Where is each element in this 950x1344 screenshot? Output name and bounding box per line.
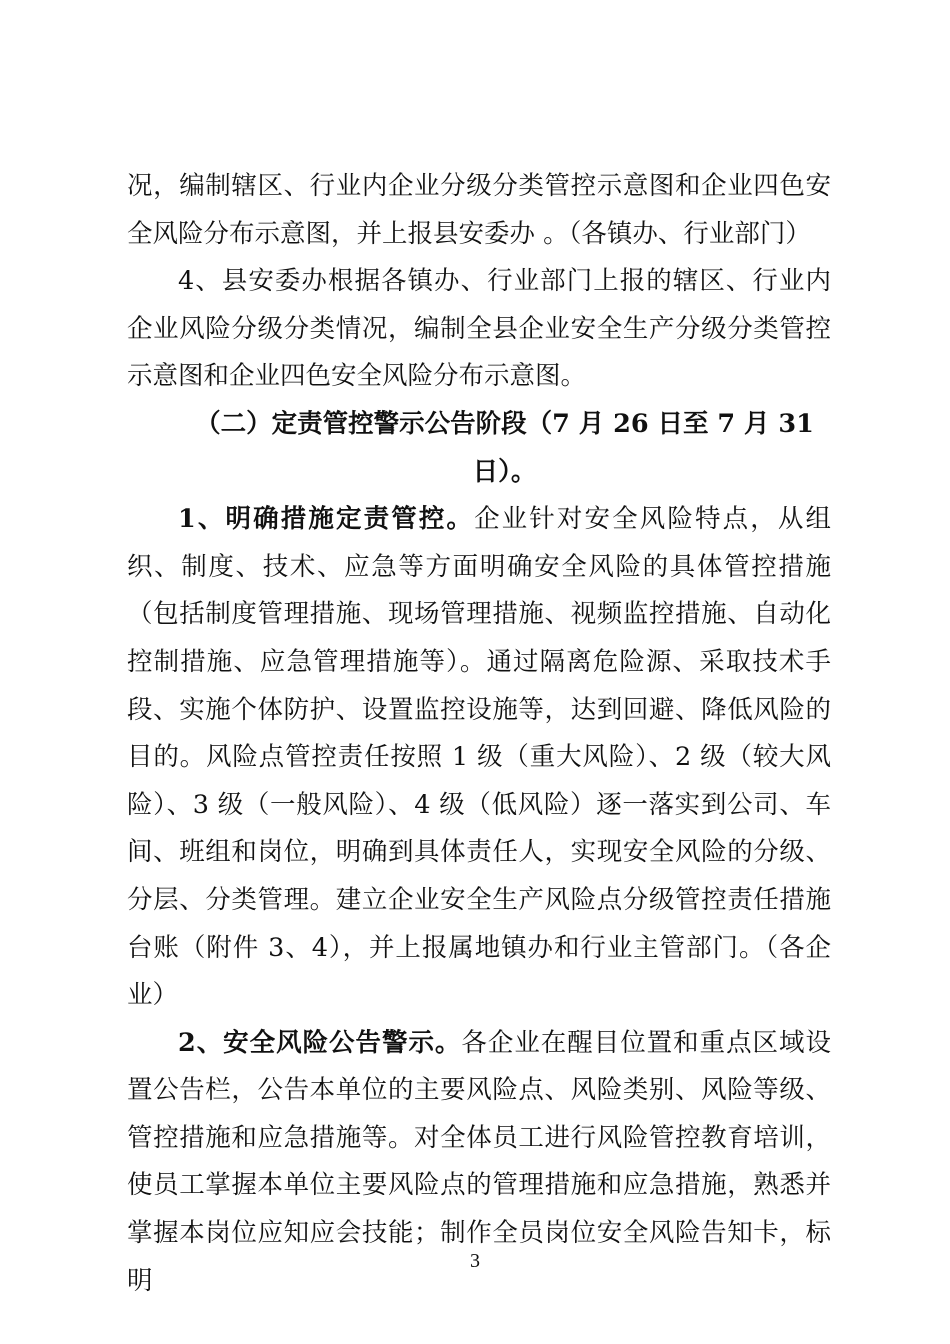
item-2-lead: 2、安全风险公告警示。 — [178, 1027, 462, 1058]
paragraph-item-1 — [127, 496, 831, 1020]
section-heading: （二）定责管控警示公告阶段（7 月 26 日至 7 月 31 日）。 — [195, 408, 814, 487]
item-2-body: 各企业在醒目位置和重点区域设置公告栏，公告本单位的主要风险点、风险类别、风险等级、管控措施和应急措施等。对全体员工进行风险管控教育培训，使员工掌握本单位主要风险点的管理措施和应急措施，熟悉并掌握本岗位应知应会技能；制作全员岗位安全风险告知卡，标明 — [127, 1027, 831, 1296]
document-body — [127, 163, 831, 1305]
paragraph-continuation: 况，编制辖区、行业内企业分级分类管控示意图和企业四色安全风险分布示意图，并上报县安委办 。（各镇办、行业部门） — [127, 171, 831, 249]
item-1-lead: 1、明确措施定责管控。 — [178, 504, 475, 535]
paragraph-item-4: 4、县安委办根据各镇办、行业部门上报的辖区、行业内企业风险分级分类情况，编制全县企业安全生产分级分类管控示意图和企业四色安全风险分布示意图。 — [127, 266, 831, 392]
item-1-body: 企业针对安全风险特点，从组织、制度、技术、应急等方面明确安全风险的具体管控措施（包括制度管理措施、现场管理措施、视频监控措施、自动化控制措施、应急管理措施等）。通过隔离危险源、采取技术手段、实施个体防护、设置监控设施等，达到回避、降低风险的目的。风险点管控责任按照 1 级（重大风险）、2 级（较大风险）、3 级（一般风险）、4 级（低风险）逐一落实到公司、车间、班组和岗位，明确到具体责任人，实现安全风险的分级、分层、分类管理。建立企业安全生产风险点分级管控责任措施台账（附件 3、4），并上报属地镇办和行业主管部门。（各企业） — [127, 504, 831, 1011]
page-number: 3 — [470, 1250, 480, 1272]
